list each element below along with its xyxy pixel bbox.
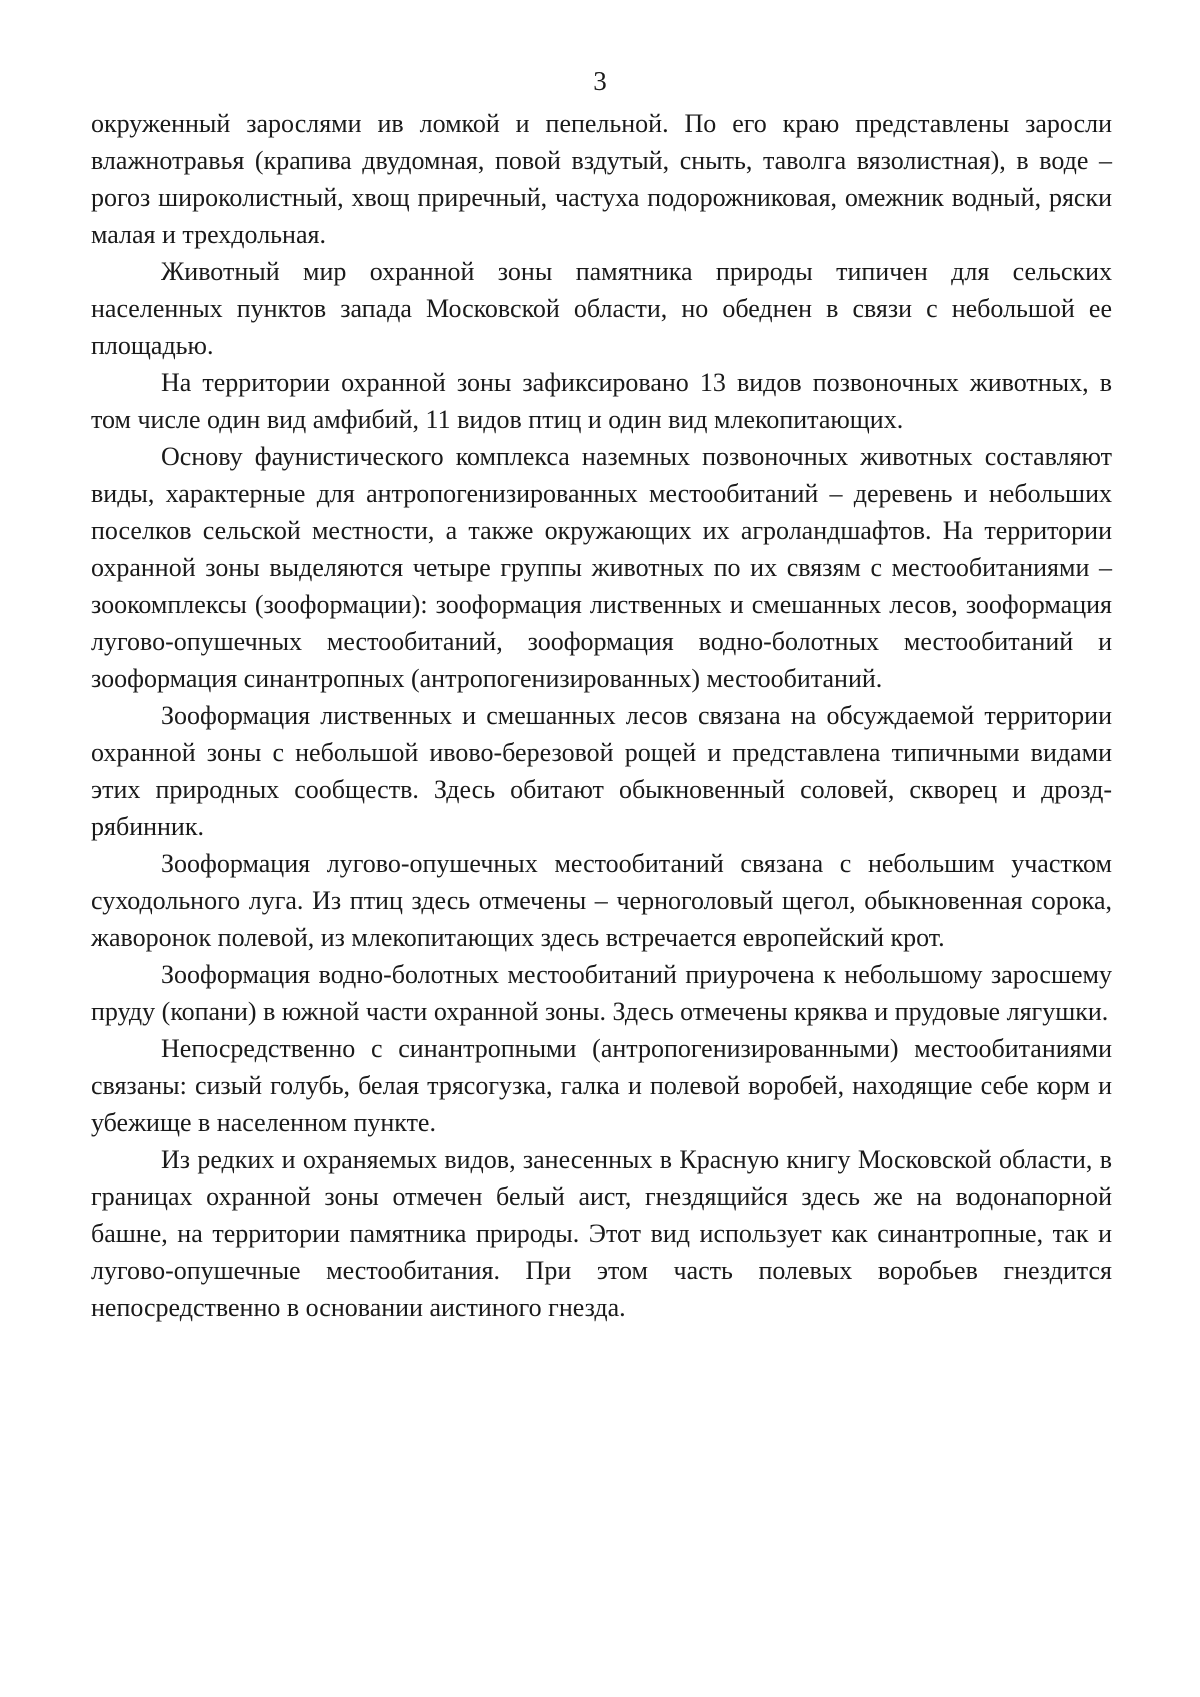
paragraph-wetland-zooformation: Зооформация водно-болотных местообитаний приурочена к небольшому заросшему пруду (копани) в южной части охранной зоны. Здесь отмечены кряква и прудовые лягушки.: [91, 960, 1112, 1026]
paragraph-faunal-complex: Основу фаунистического комплекса наземных позвоночных животных составляют виды, характерные для антропогенизированных местообитаний – деревень и небольших поселков сельской местности, а также окружающих их агроландшафтов. На территории охранной зоны выделяются четыре группы животных по их связям с местообитаниями –зоокомплексы (зооформации): зооформация лиственных и смешанных лесов, зооформация лугово-опушечных местообитаний, зооформация водно-болотных местообитаний и зооформация синантропных (антропогенизированных) местообитаний.: [91, 442, 1112, 693]
paragraph-synanthropic-zooformation: Непосредственно с синантропными (антропогенизированными) местообитаниями связаны: сизый голубь, белая трясогузка, галка и полевой воробей, находящие себе корм и убежище в населенном пункте.: [91, 1034, 1112, 1137]
page-number: 3: [593, 66, 607, 96]
paragraph-rare-species: Из редких и охраняемых видов, занесенных в Красную книгу Московской области, в границах охранной зоны отмечен белый аист, гнездящийся здесь же на водонапорной башне, на территории памятника природы. Этот вид использует как синантропные, так и лугово-опушечные местообитания. При этом часть полевых воробьев гнездится непосредственно в основании аистиного гнезда.: [91, 1145, 1112, 1322]
paragraph-species-count: На территории охранной зоны зафиксировано 13 видов позвоночных животных, в том числе один вид амфибий, 11 видов птиц и один вид млекопитающих.: [91, 368, 1112, 434]
paragraph-continuation: окруженный зарослями ив ломкой и пепельной. По его краю представлены заросли влажнотравья (крапива двудомная, повой вздутый, сныть, таволга вязолистная), в воде – рогоз широколистный, хвощ приречный, частуха подорожниковая, омежник водный, ряски малая и трехдольная.: [91, 109, 1112, 249]
paragraph-fauna-overview: Животный мир охранной зоны памятника природы типичен для сельских населенных пунктов запада Московской области, но обеднен в связи с небольшой ее площадью.: [91, 257, 1112, 360]
paragraph-forest-zooformation: Зооформация лиственных и смешанных лесов связана на обсуждаемой территории охранной зоны с небольшой ивово-березовой рощей и представлена типичными видами этих природных сообществ. Здесь обитают обыкновенный соловей, скворец и дрозд-рябинник.: [91, 701, 1112, 841]
paragraph-meadow-zooformation: Зооформация лугово-опушечных местообитаний связана с небольшим участком суходольного луга. Из птиц здесь отмечены – черноголовый щегол, обыкновенная сорока, жаворонок полевой, из млекопитающих здесь встречается европейский крот.: [91, 849, 1112, 952]
document-body: [91, 105, 1112, 1326]
